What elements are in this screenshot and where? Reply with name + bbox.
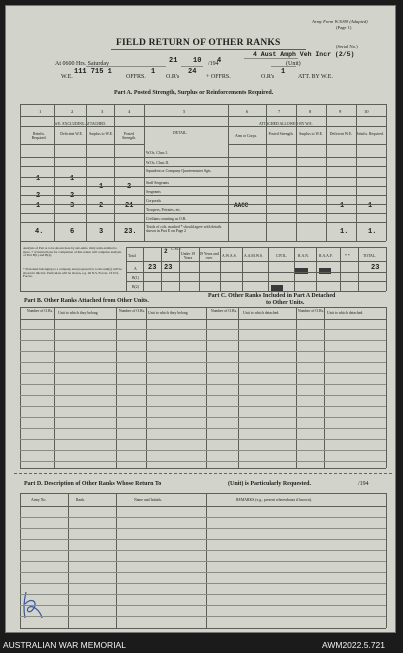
rule-line (228, 204, 386, 205)
row-detail: W.Os. Class I. (146, 151, 168, 155)
row3-c3: 1 (99, 183, 104, 191)
rule-line (20, 373, 386, 374)
part-c-col: Unit to which detached. (327, 311, 364, 315)
rule-line (144, 157, 228, 158)
rule-line (111, 49, 306, 50)
row-detail: W.Os. Class II. (146, 161, 169, 165)
serial-no: (Serial No.) (336, 44, 358, 49)
rule-line (20, 351, 386, 352)
rule-line (20, 417, 386, 418)
time-label: At 0600 Hrs. Saturday (55, 61, 109, 67)
unit-name: 4 Aust Amph Veh Incr (2/5) (253, 51, 355, 58)
col-header: Arm or Corps. (234, 134, 258, 138)
col-num: 5 (183, 109, 186, 114)
rule-line (20, 213, 144, 214)
left-group-header: W.E. EXCLUDING ATTACHED. (54, 122, 106, 126)
part-a-title: Part A. Posted Strength, Surplus or Reinforcements Required. (114, 90, 274, 96)
form-id: Army Form W.3009 (Adapted) (312, 19, 368, 24)
row-detail: Sergeants (146, 190, 161, 194)
rule-line (20, 506, 386, 507)
analysis-row: A (134, 267, 137, 271)
rule-line (20, 561, 386, 562)
rule-line (20, 493, 386, 494)
att-label: ATT. BY W.E. (298, 74, 333, 80)
part-d-col: REMARKS (e.g., present whereabouts if known). (236, 498, 312, 502)
part-b-col: Number of O.Rs. (118, 309, 146, 313)
analysis-total: 23 (148, 264, 157, 272)
analysis-col: A.W.A.S. (222, 254, 237, 258)
rule-line (20, 594, 386, 595)
total-c4: 23. (124, 228, 137, 236)
rule-line (116, 307, 117, 468)
rule-line (20, 126, 386, 127)
analysis-col: R.A.N. (298, 254, 309, 258)
rule-line (20, 204, 144, 205)
part-b-title: Part B. Other Ranks Attached from Other Units. (24, 298, 149, 304)
col-header: Posted Strength. (268, 132, 294, 136)
rule-line (20, 550, 386, 551)
rule-line (20, 616, 386, 617)
rule-line (340, 247, 341, 291)
rule-line (228, 177, 386, 178)
rule-line (179, 247, 180, 291)
rule-line (20, 104, 21, 241)
analysis-col: CIVIL. (276, 254, 288, 258)
rule-line (54, 307, 55, 468)
analysis-footnote: * Personnel belonging to a company and proposed for to the unit(s) will be shown in this list. Particulars will be shown, e.g. 26 N.S. Forces. 16 N.S. Forces. (23, 267, 122, 279)
part-b-col: Unit to which they belong (58, 311, 98, 315)
rule-line (144, 177, 228, 178)
rule-line (206, 307, 207, 468)
row-detail: Staff Sergeants (146, 181, 169, 185)
row-detail: Corporals (146, 199, 161, 203)
rule-line (126, 281, 386, 282)
rule-line (20, 116, 386, 117)
part-d-title-mid: (Unit) is Particularly Requested. (228, 481, 311, 487)
rule-line (266, 104, 267, 241)
redaction-mark (319, 268, 331, 274)
rule-line (20, 157, 144, 158)
rule-line (126, 272, 386, 273)
rule-line (238, 307, 239, 468)
col-num: 7 (278, 109, 281, 114)
rule-line (86, 104, 87, 241)
rule-line (20, 195, 144, 196)
row5-c9: 1 (340, 202, 345, 210)
rule-line (20, 362, 386, 363)
col-header: Surplus to W.E. (299, 132, 323, 136)
rule-line (161, 247, 162, 291)
rule-line (228, 195, 386, 196)
col-num: 8 (309, 109, 312, 114)
rule-line (20, 605, 386, 606)
rule-line (271, 66, 296, 67)
rule-line (126, 247, 386, 248)
part-d-col: Name and Initials. (134, 498, 162, 502)
total-c2: 6 (70, 228, 75, 236)
date-year-hand: 4 (217, 57, 222, 65)
unit-label: (Unit) (286, 61, 301, 67)
rule-line (20, 395, 386, 396)
analysis-col: 19 Years and over (199, 252, 219, 260)
offrs-att-value: 1 (281, 68, 286, 76)
analysis-col: C.M.F. (171, 247, 182, 251)
row4-c2: 2 (70, 192, 75, 200)
rule-line (54, 104, 55, 241)
col-header: Surplus to W.E. (89, 132, 113, 136)
rule-line (144, 186, 228, 187)
row-detail: Troopers, Privates, etc. (146, 208, 181, 212)
rule-line (20, 307, 21, 468)
detail-header: DETAIL. (173, 131, 188, 135)
rule-line (144, 241, 228, 242)
rule-line (126, 261, 386, 262)
rule-line (144, 213, 228, 214)
archive-name: AUSTRALIAN WAR MEMORIAL (3, 640, 126, 650)
part-c-col: Number of O.Rs. (210, 309, 238, 313)
col-num: 9 (339, 109, 342, 114)
offrs-att-label: + OFFRS. (206, 74, 231, 80)
rule-line (181, 66, 203, 67)
rule-line (296, 307, 297, 468)
row-detail: Civilians counting as O.R. (146, 217, 187, 221)
redaction-mark (294, 268, 308, 274)
rule-line (228, 241, 386, 242)
row5-c10: 1 (368, 202, 373, 210)
analysis-cmf: 23 (164, 264, 173, 272)
part-c-title: Part C. Other Ranks Included in Part A Detached (208, 293, 336, 299)
col-header: Deficient W.E. (329, 132, 353, 136)
page-number: (Page 1) (336, 25, 352, 30)
analysis-note: Analysis of Part A to be shown here by sub-units. Only units entitled to more. 7 of instructions for completion of this return will comprise analysis of Part B(1) and B(2). (23, 246, 122, 258)
rule-line (294, 247, 295, 291)
rule-line (20, 241, 21, 291)
row5-c2: 3 (70, 202, 75, 210)
rule-line (144, 204, 228, 205)
rule-line (228, 144, 386, 145)
we-value: 111 715 1 (74, 68, 112, 76)
total-c3: 3 (99, 228, 104, 236)
or-label: O.R's (166, 74, 180, 80)
rule-line (20, 291, 386, 292)
rule-line (20, 428, 386, 429)
row5-c1: 1 (36, 202, 41, 210)
row5-c4: 21 (125, 202, 134, 210)
col-header: Posted Strength. (122, 132, 136, 140)
row-detail: Totals of cols. marked * should agree with details shown in Part E on Page 2 (146, 225, 222, 233)
rule-line (20, 177, 144, 178)
part-b-col: Unit to which they belong (148, 311, 188, 315)
rule-line (242, 247, 243, 291)
analysis-col: A.A.M.W.S. (244, 254, 263, 258)
rule-line (146, 66, 166, 67)
date-month: 10 (193, 57, 202, 65)
rule-line (20, 222, 144, 223)
col-header: Reinfts. Required. (356, 132, 384, 136)
analysis-cmf-top: 2 (164, 248, 168, 255)
rule-line (20, 104, 386, 105)
rule-line (86, 66, 146, 67)
offrs-label: OFFRS. (126, 74, 146, 80)
col-num: 2 (71, 109, 74, 114)
rule-line (228, 166, 386, 167)
part-d-col: Rank. (76, 498, 85, 502)
rule-line (20, 166, 144, 167)
rule-line (228, 186, 386, 187)
rule-line (296, 104, 297, 241)
rule-line (324, 307, 325, 468)
rule-line (228, 104, 229, 241)
total-c10: 1. (368, 228, 377, 236)
form-sheet (5, 5, 396, 633)
rule-line (386, 493, 387, 628)
col-num: 6 (246, 109, 249, 114)
row5-c3: 2 (99, 202, 104, 210)
total-c9: 1. (340, 228, 349, 236)
rule-line (326, 104, 327, 241)
part-d-col: Army No. (31, 498, 47, 502)
rule-line (220, 247, 221, 291)
rule-line (144, 195, 228, 196)
rule-line (20, 539, 386, 540)
analysis-col: TOTAL. (363, 254, 377, 258)
form-title: FIELD RETURN OF OTHER RANKS (116, 38, 281, 48)
part-b-col: Number of O.Rs. (26, 309, 54, 313)
col-num: 3 (101, 109, 104, 114)
rule-line (228, 213, 386, 214)
analysis-col: Total (128, 254, 136, 258)
rule-line (20, 572, 386, 573)
rule-line (144, 104, 145, 241)
part-c-title-2: to Other Units. (266, 300, 305, 306)
part-c-col: Unit to which detached. (243, 311, 280, 315)
rule-line (20, 468, 386, 469)
rule-line (20, 628, 386, 629)
rule-line (358, 247, 359, 291)
col-num: 1 (39, 109, 42, 114)
rule-line (20, 461, 386, 462)
rule-line (20, 241, 144, 242)
rule-line (20, 583, 386, 584)
archive-footer (0, 639, 403, 653)
part-c-col: Number of O.Rs. (297, 309, 325, 313)
analysis-col: R.A.A.F. (319, 254, 333, 258)
rule-line (20, 528, 386, 529)
analysis-grand-total: 23 (371, 264, 380, 272)
rule-line (114, 104, 115, 241)
rule-line (143, 247, 144, 291)
row4-c1: 2 (36, 192, 41, 200)
rule-line (126, 247, 127, 291)
analysis-row: B(1) (132, 276, 139, 280)
rule-line (386, 247, 387, 291)
we-label: W.E. (61, 74, 73, 80)
rule-line (20, 517, 386, 518)
rule-line (20, 144, 144, 145)
rule-line (386, 104, 387, 241)
offrs-value: 1 (151, 68, 156, 76)
rule-line (20, 307, 386, 308)
part-d-title: Part D. Description of Other Ranks Whose Return To (24, 481, 162, 487)
analysis-col: * * (345, 254, 350, 258)
row2-c1: 1 (36, 175, 41, 183)
rule-line (316, 247, 317, 291)
rule-line (244, 58, 298, 59)
rule-line (20, 439, 386, 440)
rule-line (228, 157, 386, 158)
archive-id: AWM2022.5.721 (322, 640, 385, 650)
rule-line (356, 104, 357, 241)
date-day: 21 (169, 57, 178, 65)
row5-c6: AACC (234, 202, 249, 209)
row3-c4: 2 (127, 183, 132, 191)
col-num: 10 (364, 109, 369, 114)
col-header: Deficient W.E. (60, 132, 83, 136)
rule-line (20, 186, 144, 187)
rule-line (144, 166, 228, 167)
row2-c2: 1 (70, 175, 75, 183)
col-num: 4 (128, 109, 131, 114)
rule-line (20, 319, 386, 320)
rule-line (199, 247, 200, 291)
or-value: 24 (188, 68, 197, 76)
rule-line (14, 473, 392, 474)
total-c1: 4. (35, 228, 44, 236)
rule-line (228, 222, 386, 223)
rule-line (268, 247, 269, 291)
row-detail: Squadron or Company Quartermaster Sgts. (146, 169, 212, 173)
rule-line (20, 450, 386, 451)
date-year: /194 (208, 61, 219, 67)
rule-line (20, 340, 386, 341)
rule-line (20, 329, 386, 330)
or-att-label: O.R's (261, 74, 275, 80)
right-group-header: ATTACHED ALLOWED BY W.E. (259, 122, 313, 126)
rule-line (20, 384, 386, 385)
analysis-col: Under 19 Years (180, 252, 196, 260)
col-header: Reinfts. Required. (31, 132, 47, 140)
rule-line (146, 307, 147, 468)
part-d-title-end: /194 (358, 481, 369, 487)
analysis-row: B(2) (132, 285, 139, 289)
rule-line (144, 222, 228, 223)
rule-line (20, 406, 386, 407)
rule-line (386, 307, 387, 468)
